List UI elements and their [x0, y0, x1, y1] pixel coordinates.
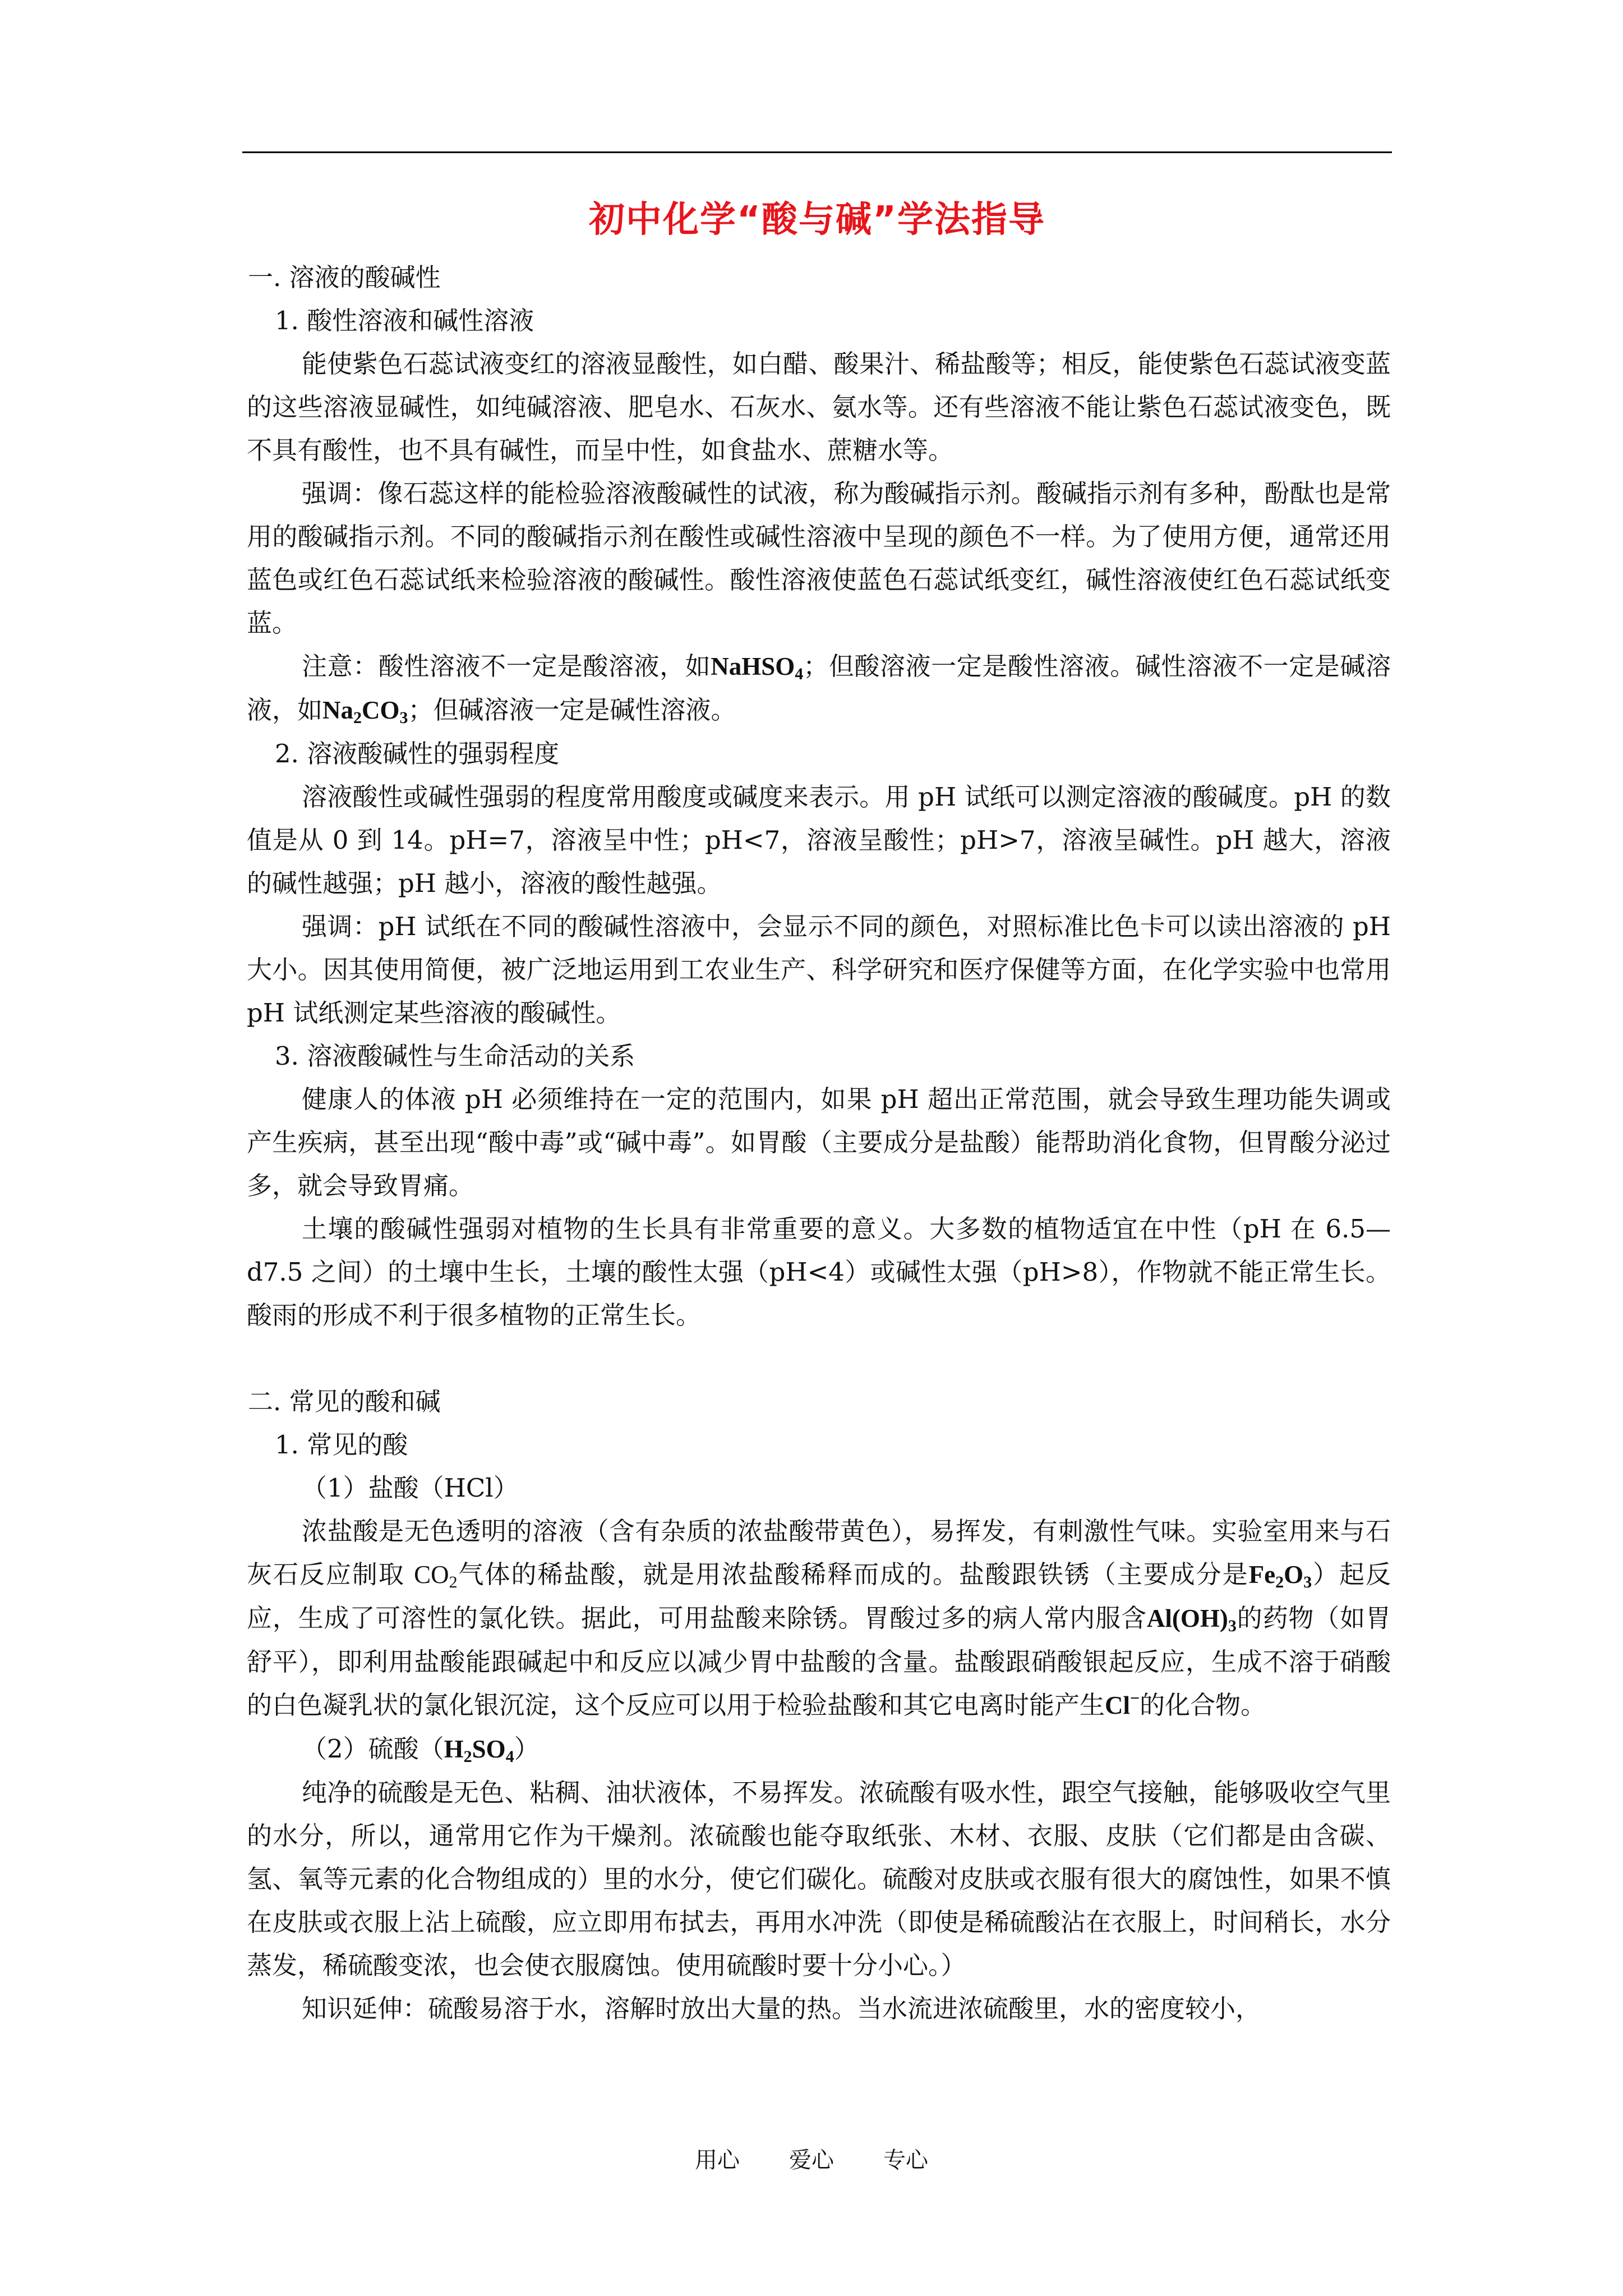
formula-part: Cl	[1105, 1691, 1131, 1719]
text-run: ；但碱溶液一定是碱性溶液。	[408, 695, 736, 725]
text-run: 的药物（如胃舒平），即利用盐酸能跟碱起中和反应以减少胃中盐酸的含量。盐酸跟硝酸银起反应，生成不溶于硝酸的白色凝乳状的氯化银沉淀，这个反应可以用于检验盐酸和其它电离时能产生	[247, 1603, 1391, 1720]
paragraph	[247, 1510, 1391, 1727]
chem-formula-fe2o3	[1249, 1561, 1312, 1589]
paragraph: 健康人的体液 pH 必须维持在一定的范围内，如果 pH 超出正常范围，就会导致生理功能失调或产生疾病，甚至出现“酸中毒”或“碱中毒”。如胃酸（主要成分是盐酸）能帮助消化食物，但胃酸分泌过多，就会导致胃痛。	[247, 1084, 1391, 1200]
formula-part: CO	[362, 696, 400, 724]
formula-part: Al(OH)	[1146, 1604, 1228, 1632]
header-rule	[242, 151, 1392, 153]
formula-subscript: 3	[1303, 1573, 1312, 1591]
text-run: 的化合物。	[1140, 1690, 1266, 1720]
page-footer	[0, 2146, 1623, 2174]
paragraph: 纯净的硫酸是无色、粘稠、油状液体，不易挥发。浓硫酸有吸水性，跟空气接触，能够吸收空气里的水分，所以，通常用它作为干燥剂。浓硫酸也能夺取纸张、木材、衣服、皮肤（它们都是由含碳、氢、氧等元素的化合物组成的）里的水分，使它们碳化。硫酸对皮肤或衣服有很大的腐蚀性，如果不慎在皮肤或衣服上沾上硫酸，应立即用布拭去，再用水冲洗（即使是稀硫酸沾在衣服上，时间稍长，水分蒸发，稀硫酸变浓，也会使衣服腐蚀。使用硫酸时要十分小心。）	[247, 1778, 1391, 1980]
item-heading	[247, 1727, 1391, 1771]
text-run: ）	[514, 1734, 540, 1764]
formula-subscript: 2	[353, 708, 362, 727]
document-body	[247, 256, 1391, 2030]
chem-formula-co2	[414, 1561, 458, 1589]
paragraph	[247, 645, 1391, 732]
paragraph: 知识延伸：硫酸易溶于水，溶解时放出大量的热。当水流进浓硫酸里，水的密度较小，	[302, 1994, 1261, 2023]
formula-superscript: −	[1130, 1689, 1140, 1708]
subsection-heading: 1. 常见的酸	[275, 1430, 408, 1460]
formula-part: NaHSO	[711, 652, 795, 680]
formula-part: H	[444, 1735, 464, 1763]
formula-subscript: 3	[1228, 1617, 1237, 1635]
text-run: ；但酸溶液一定是酸性溶液。碱性溶液不一定是碱溶液，如	[247, 651, 1391, 725]
paragraph: 土壤的酸碱性强弱对植物的生长具有非常重要的意义。大多数的植物适宜在中性（pH 在 6.5—d7.5 之间）的土壤中生长，土壤的酸性太强（pH<4）或碱性太强（pH>8），作物就不能正常生长。酸雨的形成不利于很多植物的正常生长。	[247, 1214, 1391, 1330]
paragraph: 溶液酸性或碱性强弱的程度常用酸度或碱度来表示。用 pH 试纸可以测定溶液的酸碱度。pH 的数值是从 0 到 14。pH=7，溶液呈中性；pH<7，溶液呈酸性；pH>7，溶液呈碱性。pH 越大，溶液的碱性越强；pH 越小，溶液的酸性越强。	[247, 782, 1391, 898]
formula-subscript: 2	[463, 1747, 472, 1766]
paragraph: 强调：pH 试纸在不同的酸碱性溶液中，会显示不同的颜色，对照标准比色卡可以读出溶液的 pH 大小。因其使用简便，被广泛地运用到工农业生产、科学研究和医疗保健等方面，在化学实验中也常用 pH 试纸测定某些溶液的酸碱性。	[247, 912, 1391, 1028]
formula-part: SO	[472, 1735, 506, 1763]
formula-subscript: 4	[505, 1747, 514, 1766]
section-heading: 二. 常见的酸和碱	[248, 1387, 441, 1416]
subsection-heading: 2. 溶液酸碱性的强弱程度	[275, 739, 560, 769]
text-run: 浓盐酸是无色透明的溶液（含有杂质的浓盐酸带黄色），易挥发，有刺激性气味。实验室用来与石灰石反应制取	[247, 1516, 1391, 1589]
chem-formula-aloh3	[1146, 1604, 1237, 1635]
chem-formula-na2co3	[322, 696, 408, 727]
text-run: ）起反应，生成了可溶性的氯化铁。据此，可用盐酸来除锈。胃酸过多的病人常内服含	[247, 1559, 1391, 1633]
formula-part: CO	[414, 1561, 449, 1589]
chem-formula-nahso4	[711, 652, 804, 683]
paragraph: 强调：像石蕊这样的能检验溶液酸碱性的试液，称为酸碱指示剂。酸碱指示剂有多种，酚酞也是常用的酸碱指示剂。不同的酸碱指示剂在酸性或碱性溶液中呈现的颜色不一样。为了使用方便，通常还用蓝色或红色石蕊试纸来检验溶液的酸碱性。酸性溶液使蓝色石蕊试纸变红，碱性溶液使红色石蕊试纸变蓝。	[247, 478, 1391, 638]
footer-text: 爱心	[789, 2147, 834, 2173]
formula-subscript: 4	[795, 665, 804, 683]
section-heading: 一. 溶液的酸碱性	[248, 263, 441, 292]
text-run: 注意：酸性溶液不一定是酸溶液，如	[302, 651, 711, 681]
formula-subscript: 2	[449, 1573, 458, 1591]
text-run: （2）硫酸（	[302, 1734, 444, 1764]
subsection-heading: 3. 溶液酸碱性与生命活动的关系	[275, 1041, 635, 1071]
chem-formula-cl-ion	[1105, 1691, 1140, 1719]
subsection-heading: 1. 酸性溶液和碱性溶液	[275, 306, 534, 335]
chem-formula-h2so4	[444, 1735, 514, 1766]
formula-part: O	[1284, 1561, 1304, 1589]
item-heading: （1）盐酸（HCl）	[302, 1473, 519, 1503]
paragraph: 能使紫色石蕊试液变红的溶液显酸性，如白醋、酸果汁、稀盐酸等；相反，能使紫色石蕊试液变蓝的这些溶液显碱性，如纯碱溶液、肥皂水、石灰水、氨水等。还有些溶液不能让紫色石蕊试液变色，既不具有酸性，也不具有碱性，而呈中性，如食盐水、蔗糖水等。	[247, 349, 1391, 465]
text-run: 气体的稀盐酸，就是用浓盐酸稀释而成的。盐酸跟铁锈（主要成分是	[457, 1559, 1249, 1589]
formula-part: Na	[322, 696, 354, 724]
footer-text: 用心	[695, 2147, 740, 2173]
formula-subscript: 3	[399, 708, 408, 727]
page-title: 初中化学“酸与碱”学法指导	[588, 199, 1046, 241]
formula-subscript: 2	[1275, 1573, 1284, 1591]
formula-part: Fe	[1248, 1561, 1276, 1589]
footer-text: 专心	[883, 2147, 928, 2173]
section-spacer	[247, 1337, 1391, 1380]
